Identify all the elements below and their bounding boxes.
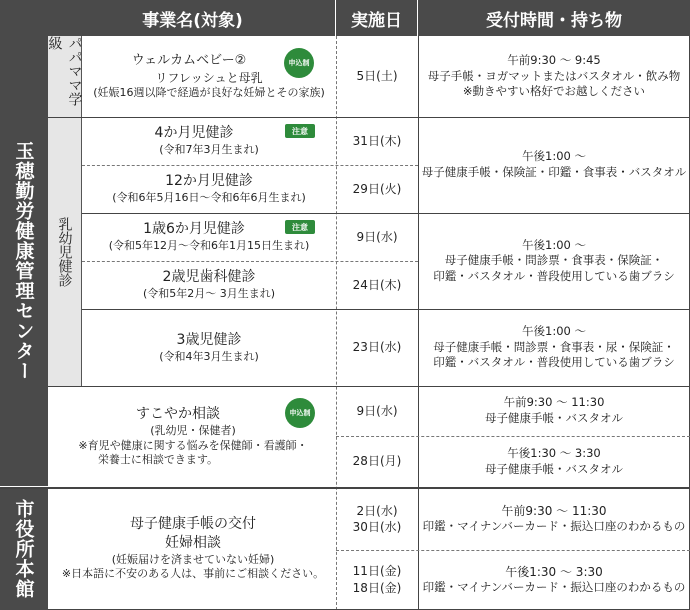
welcome-baby-time: 午前9:30 ～ 9:45 — [507, 53, 601, 68]
maternal-handbook-items-1: 印鑑・マイナンバーカード・振込口座のわかるもの — [422, 519, 686, 534]
checkup-4-12-info — [418, 117, 690, 213]
maternal-handbook-target: (妊娠届けを済ませていない妊婦) — [111, 552, 275, 566]
checkup-12-month-date: 29日(火) — [352, 181, 402, 196]
checkup-3y-info — [418, 309, 690, 386]
maternal-handbook-date-1 — [336, 488, 418, 550]
maternal-handbook-note: ※日本語に不安のある人は、事前にご相談ください。 — [61, 567, 325, 581]
reservation-badge: 申込制 — [285, 398, 315, 428]
reservation-badge: 申込制 — [284, 48, 314, 78]
checkup-3y-items-1: 母子健康手帳・問診票・食事表・尿・保険証・ — [433, 339, 675, 354]
maternal-handbook-title-2: 妊婦相談 — [165, 534, 221, 551]
maternal-handbook-date-2 — [336, 550, 418, 609]
caution-badge: 注意 — [285, 124, 315, 138]
maternal-handbook-issue — [50, 488, 336, 609]
sukoyaka-date-2: 28日(月) — [352, 454, 402, 469]
welcome-baby-subtitle: リフレッシュと母乳 — [155, 70, 263, 85]
checkup-2y-dental — [82, 261, 336, 309]
checkup-3y-title: 3歳児健診 — [176, 331, 242, 348]
maternal-handbook-info-2 — [418, 550, 690, 609]
checkup-2y-dental-title: 2歳児歯科健診 — [162, 269, 256, 286]
checkup-1y6m-target: (令和5年12月～令和6年1月15日生まれ) — [108, 239, 310, 253]
checkup-3y-time: 午後1:00 ～ — [522, 324, 586, 339]
checkup-12-month-target: (令和6年5月16日～令和6年6月生まれ) — [112, 191, 306, 205]
group-papa-mama-class: パパママ学級 — [48, 36, 82, 117]
checkup-1y6m-2y-items-1: 母子健康手帳・問診票・食事表・保険証・ — [444, 253, 664, 268]
header-date: 実施日 — [336, 0, 418, 36]
checkup-3y-date: 23日(水) — [352, 340, 402, 355]
sukoyaka-info-2 — [418, 436, 690, 487]
header-corner — [0, 0, 50, 36]
welcome-baby-title: ウェルカムベビー② — [131, 53, 247, 69]
sukoyaka-target: (乳幼児・保健者) — [150, 423, 236, 437]
checkup-4-month-date: 31日(木) — [352, 133, 402, 148]
welcome-baby-target: (妊娠16週以降で経過が良好な妊婦とその家族) — [93, 85, 325, 99]
checkup-3y-target: (令和4年3月生まれ) — [159, 349, 259, 363]
sukoyaka-date-1: 9日(水) — [356, 403, 398, 418]
checkup-3y — [82, 309, 336, 386]
maternal-handbook-info-1 — [418, 488, 690, 550]
checkup-4-month-target: (令和7年3月生まれ) — [159, 143, 259, 157]
maternal-handbook-title: 母子健康手帳の交付 — [130, 515, 256, 532]
welcome-baby-items: 母子手帳・ヨガマットまたはバスタオル・飲み物 — [427, 68, 681, 83]
header-time-items: 受付時間・持ち物 — [418, 0, 690, 36]
checkup-1y6m-2y-time: 午後1:00 ～ — [522, 237, 586, 252]
checkup-4-month-title: 4か月児健診 — [154, 125, 234, 142]
maternal-handbook-date-1b: 30日(水) — [352, 520, 402, 534]
maternal-handbook-time-2: 午後1:30 ～ 3:30 — [505, 564, 603, 579]
checkup-12-month-title: 12か月児健診 — [165, 173, 253, 190]
maternal-handbook-date-2b: 18日(金) — [352, 580, 402, 595]
checkup-1y6m-2y-items-2: 印鑑・バスタオル・普段使用している歯ブラシ — [433, 268, 675, 283]
checkup-3y-items-2: 印鑑・バスタオル・普段使用している歯ブラシ — [433, 355, 675, 370]
checkup-12-month — [82, 165, 336, 213]
checkup-2y-dental-date: 24日(木) — [352, 277, 402, 292]
checkup-4-12-items: 母子健康手帳・保険証・印鑑・食事表・バスタオル — [421, 165, 687, 179]
maternal-handbook-date-1a: 2日(水) — [356, 503, 398, 518]
checkup-2y-dental-target: (令和5年2月～ 3月生まれ) — [142, 287, 276, 301]
checkup-4-12-time: 午後1:00 ～ — [522, 149, 586, 164]
section-city-hall: 市役所本館 — [0, 488, 48, 610]
sukoyaka-title: すこやか相談 — [136, 405, 220, 422]
maternal-handbook-date-2a: 11日(金) — [352, 564, 402, 579]
sukoyaka-note-2: 栄養士に相談できます。 — [97, 453, 219, 467]
sukoyaka-time-1: 午前9:30 ～ 11:30 — [503, 395, 605, 410]
header-event-name: 事業名(対象) — [50, 0, 336, 36]
checkup-1y6m-title: 1歳6か月児健診 — [143, 221, 245, 238]
section-tamaho-center: 玉穂勤労健康管理センター — [0, 36, 48, 486]
sukoyaka-info-1 — [418, 386, 690, 436]
sukoyaka-items-1: 母子健康手帳・バスタオル — [485, 411, 623, 425]
welcome-baby-note: ※動きやすい格好でお越しください — [462, 84, 646, 99]
sukoyaka-time-2: 午後1:30 ～ 3:30 — [507, 445, 601, 460]
maternal-handbook-items-2: 印鑑・マイナンバーカード・振込口座のわかるもの — [422, 579, 686, 594]
sukoyaka-items-2: 母子健康手帳・バスタオル — [485, 461, 623, 476]
welcome-baby-info — [418, 36, 690, 117]
group-infant-checkup: 乳幼児健診 — [48, 117, 82, 386]
welcome-baby-date: 5日(土) — [356, 69, 398, 84]
sukoyaka-note-1: ※育児や健康に関する悩みを保健師・看護師・ — [78, 438, 308, 452]
maternal-handbook-time-1: 午前9:30 ～ 11:30 — [501, 504, 607, 519]
checkup-1y6m-date: 9日(水) — [356, 229, 398, 244]
checkup-1y6m-2y-info — [418, 213, 690, 309]
caution-badge: 注意 — [285, 220, 315, 234]
